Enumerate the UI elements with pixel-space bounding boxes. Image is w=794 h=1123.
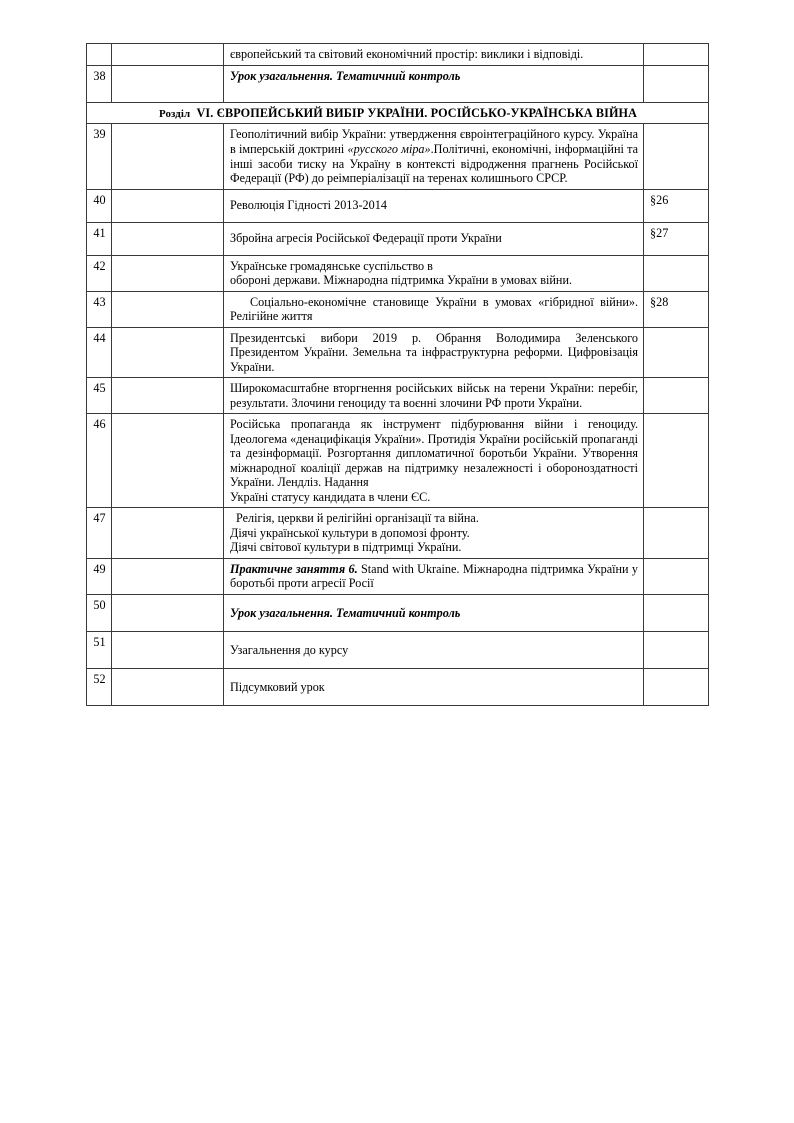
row-paragraph-cell — [644, 631, 709, 668]
row-number-cell: 38 — [87, 65, 112, 102]
row-number-cell: 49 — [87, 558, 112, 594]
row-number-cell: 43 — [87, 291, 112, 327]
row-paragraph-cell: §26 — [644, 189, 709, 222]
row-topic-cell: Узагальнення до курсу — [224, 631, 644, 668]
section-header-cell — [87, 102, 709, 124]
row-date-cell — [112, 44, 224, 66]
topic-line-2: Україні статусу кандидата в члени ЄС. — [230, 489, 431, 504]
section-header-row — [87, 102, 709, 124]
topic-emphasis: Урок узагальнення. Тематичний контроль — [230, 605, 461, 620]
row-topic-cell — [224, 594, 644, 631]
row-number-cell — [87, 44, 112, 66]
row-number-cell: 41 — [87, 222, 112, 255]
table-row — [87, 631, 709, 668]
row-date-cell — [112, 189, 224, 222]
row-date-cell — [112, 291, 224, 327]
row-date-cell — [112, 558, 224, 594]
row-paragraph-cell: §27 — [644, 222, 709, 255]
topic-emphasis: Урок узагальнення. Тематичний контроль — [230, 68, 461, 83]
row-topic-cell — [224, 124, 644, 189]
row-topic-cell — [224, 255, 644, 291]
row-date-cell — [112, 508, 224, 559]
row-topic-cell — [224, 65, 644, 102]
row-date-cell — [112, 222, 224, 255]
topic-line-1: Українське громадянське суспільство в — [230, 258, 433, 273]
table-row — [87, 291, 709, 327]
row-paragraph-cell: §28 — [644, 291, 709, 327]
row-number-cell: 46 — [87, 414, 112, 508]
row-number-cell: 51 — [87, 631, 112, 668]
row-topic-cell: Революція Гідності 2013-2014 — [224, 189, 644, 222]
topic-emphasis: Практичне заняття 6. — [230, 561, 358, 576]
row-date-cell — [112, 378, 224, 414]
table-row — [87, 508, 709, 559]
row-date-cell — [112, 124, 224, 189]
topic-line-3: Діячі світової культури в підтримці України. — [230, 540, 462, 555]
row-paragraph-cell — [644, 668, 709, 705]
row-number-cell: 45 — [87, 378, 112, 414]
row-date-cell — [112, 631, 224, 668]
table-row — [87, 594, 709, 631]
row-topic-cell: Президентські вибори 2019 р. Обрання Володимира Зеленського Президентом України. Земельна та інфраструктурна реформи. Цифровізація України. — [224, 327, 644, 378]
row-topic-cell — [224, 291, 644, 327]
row-topic-cell: європейський та світовий економічний простір: виклики і відповіді. — [224, 44, 644, 66]
row-number-cell: 50 — [87, 594, 112, 631]
topic-line-1: Релігія, церкви й релігійні організації та війна. — [236, 511, 479, 526]
row-paragraph-cell — [644, 558, 709, 594]
row-number-cell: 39 — [87, 124, 112, 189]
row-date-cell — [112, 65, 224, 102]
row-date-cell — [112, 327, 224, 378]
topic-italic-quote: «русского міра» — [347, 142, 431, 156]
topic-text-b: .Політичні, економічні, інформаційні та інші засоби тиску на Україну в контексті відродження прагнень Російської Федерації (РФ) до реімперіалізації на теренах колишнього СРСР. — [230, 142, 638, 186]
section-title: ЄВРОПЕЙСЬКИЙ ВИБІР УКРАЇНИ. РОСІЙСЬКО-УКРАЇНСЬКА ВІЙНА — [216, 105, 638, 120]
row-paragraph-cell — [644, 255, 709, 291]
row-paragraph-cell — [644, 44, 709, 66]
row-paragraph-cell — [644, 594, 709, 631]
section-numeral: VI. — [196, 105, 214, 120]
table-row — [87, 189, 709, 222]
row-date-cell — [112, 255, 224, 291]
topic-rest: Stand with Ukraine. Міжнародна підтримка України у боротьбі проти агресії Росії — [230, 561, 638, 591]
table-row — [87, 414, 709, 508]
row-paragraph-cell — [644, 327, 709, 378]
table-row — [87, 668, 709, 705]
topic-text: Соціально-економічне становище України в умовах «гібридної війни». Релігійне життя — [230, 294, 638, 324]
table-row — [87, 65, 709, 102]
lesson-plan-table — [86, 43, 709, 706]
row-topic-cell: Підсумковий урок — [224, 668, 644, 705]
row-paragraph-cell — [644, 65, 709, 102]
row-date-cell — [112, 594, 224, 631]
table-row — [87, 255, 709, 291]
row-date-cell — [112, 668, 224, 705]
table-row — [87, 327, 709, 378]
row-topic-cell — [224, 558, 644, 594]
section-prefix: Розділ — [158, 107, 191, 120]
row-topic-cell — [224, 414, 644, 508]
row-number-cell: 47 — [87, 508, 112, 559]
topic-line-2: обороні держави. Міжнародна підтримка України в умовах війни. — [230, 273, 573, 288]
topic-text-a: Геополітичний вибір України: утвердження євроінтеграційного курсу. Україна в імперській доктрині — [230, 127, 638, 156]
row-topic-cell: Збройна агресія Російської Федерації проти України — [224, 222, 644, 255]
row-date-cell — [112, 414, 224, 508]
row-paragraph-cell — [644, 378, 709, 414]
row-number-cell: 42 — [87, 255, 112, 291]
row-paragraph-cell — [644, 124, 709, 189]
topic-line-1: Російська пропаганда як інструмент підбурювання війни і геноциду. Ідеологема «денацифікація України». Протидія України російській пропаганді та дезінформації. Розгортання дипломатичної боротьби України. Утворення міжнародної коаліції держав на підтримку незалежності і обороноздатності України. Лендліз. Надання — [230, 417, 638, 490]
topic-line-2: Діячі української культури в допомозі фронту. — [230, 525, 470, 540]
table-row — [87, 558, 709, 594]
table-row — [87, 44, 709, 66]
table-row — [87, 378, 709, 414]
row-topic-cell — [224, 508, 644, 559]
row-topic-cell: Широкомасштабне вторгнення російських військ на терени України: перебіг, результати. Злочини геноциду та воєнні злочини РФ проти України. — [224, 378, 644, 414]
table-row — [87, 124, 709, 189]
row-number-cell: 40 — [87, 189, 112, 222]
row-number-cell: 44 — [87, 327, 112, 378]
row-paragraph-cell — [644, 414, 709, 508]
row-paragraph-cell — [644, 508, 709, 559]
table-row — [87, 222, 709, 255]
row-number-cell: 52 — [87, 668, 112, 705]
